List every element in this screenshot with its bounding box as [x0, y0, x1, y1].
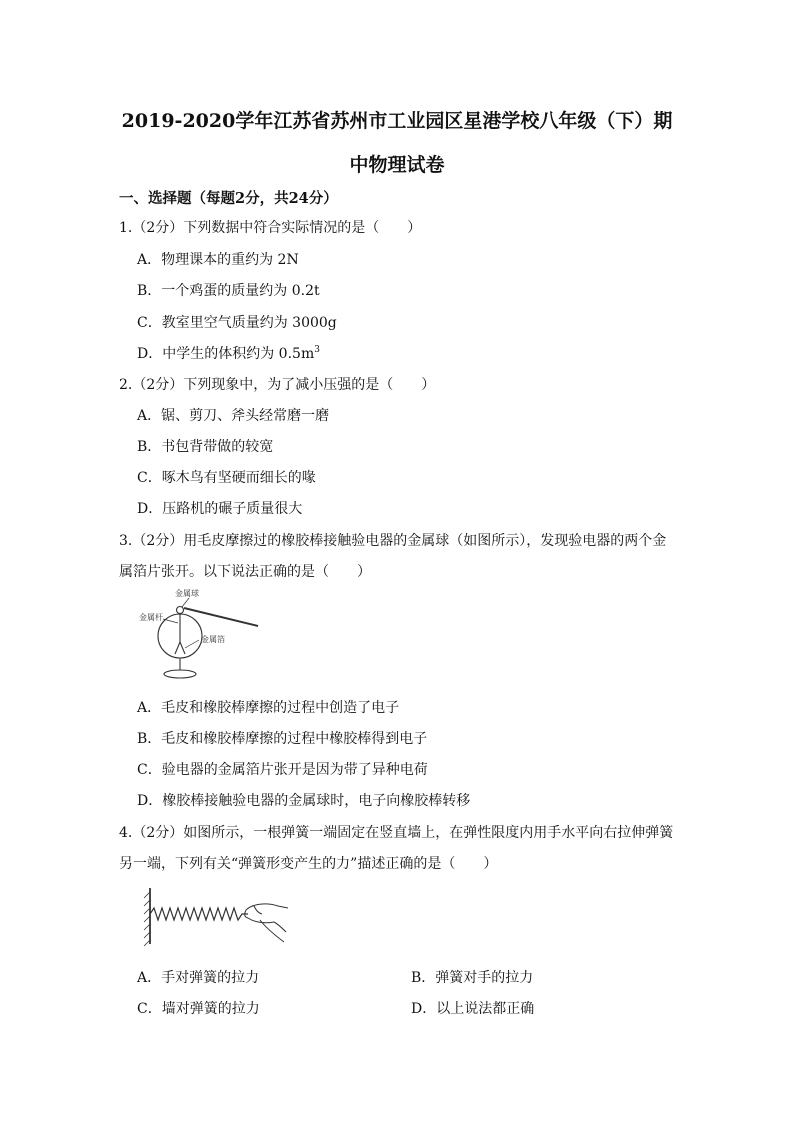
q2-stem: 2.（2分）下列现象中，为了减小压强的是（ ） [119, 377, 436, 393]
q1-option-a: A．物理课本的重约为 2N [137, 252, 299, 268]
q2-option-d: D．压路机的碾子质量很大 [137, 501, 303, 517]
label-metal-rod: 金属杆 [139, 613, 163, 622]
section-heading: 一、选择题（每题2分，共24分） [119, 190, 338, 207]
spring [150, 908, 248, 920]
q1-stem: 1.（2分）下列数据中符合实际情况的是（ ） [119, 220, 422, 236]
label-metal-ball: 金属球 [175, 589, 199, 598]
q1-option-c: C．教室里空气质量约为 3000g [137, 315, 337, 331]
q2-option-c: C．啄木鸟有坚硬而细长的喙 [137, 470, 316, 486]
metal-ball [177, 607, 184, 614]
q4-option-d: D．以上说法都正确 [411, 1001, 535, 1017]
q3-option-b: B．毛皮和橡胶棒摩擦的过程中橡胶棒得到电子 [137, 731, 428, 747]
electroscope-figure [135, 586, 295, 686]
exam-title-line-2: 中物理试卷 [349, 154, 445, 176]
q3-stem-line-2: 属箔片张开。以下说法正确的是（ ） [119, 564, 371, 580]
q4-stem-line-1: 4.（2分）如图所示，一根弹簧一端固定在竖直墙上，在弹性限度内用手水平向右拉伸弹簧 [119, 825, 674, 841]
q1-option-d-superscript: 3 [314, 345, 320, 355]
q2-option-b: B．书包背带做的较宽 [137, 439, 274, 455]
q4-option-a: A．手对弹簧的拉力 [137, 970, 260, 986]
q4-option-b: B．弹簧对手的拉力 [411, 970, 534, 986]
q3-option-c: C．验电器的金属箔片张开是因为带了异种电荷 [137, 762, 428, 778]
q3-option-d: D．橡胶棒接触验电器的金属球时，电子向橡胶棒转移 [137, 793, 471, 809]
hand [245, 904, 288, 942]
q1-option-d [137, 343, 320, 363]
q4-option-c: C．墙对弹簧的拉力 [137, 1001, 260, 1017]
rubber-rod [184, 608, 258, 626]
metal-foils [175, 642, 185, 654]
q3-option-a: A．毛皮和橡胶棒摩擦的过程中创造了电子 [137, 700, 400, 716]
label-metal-foil: 金属箔 [201, 635, 225, 644]
stand-base [164, 670, 196, 678]
q4-stem-line-2: 另一端，下列有关“弹簧形变产生的力”描述正确的是（ ） [119, 856, 498, 872]
q1-option-b: B．一个鸡蛋的质量约为 0.2t [137, 283, 320, 299]
spring-figure [140, 884, 300, 950]
exam-title-line-1: 2019-2020学年江苏省苏州市工业园区星港学校八年级（下）期 [121, 110, 673, 132]
q3-stem-line-1: 3.（2分）用毛皮摩擦过的橡胶棒接触验电器的金属球（如图所示），发现验电器的两个金 [119, 533, 667, 549]
q2-option-a: A．锯、剪刀、斧头经常磨一磨 [137, 408, 330, 424]
q1-option-d-text: D．中学生的体积约为 0.5m [137, 346, 315, 362]
